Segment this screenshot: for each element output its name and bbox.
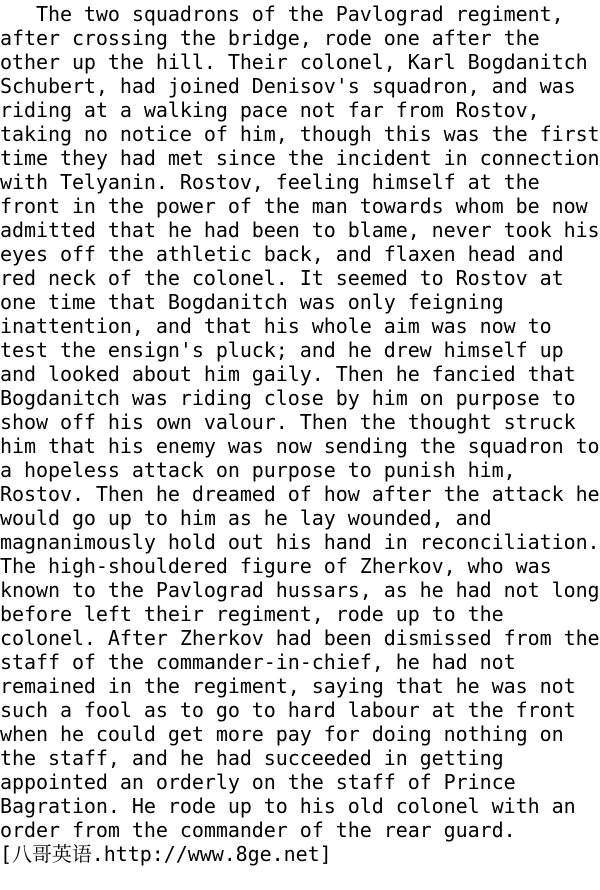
text-line: and looked about him gaily. Then he fancied that [0,362,576,386]
text-line: eyes off the athletic back, and flaxen head and [0,242,564,266]
text-line: other up the hill. Their colonel, Karl Bogdanitch [0,50,588,74]
text-line: order from the commander of the rear guard. [0,818,516,842]
source-credit-line: [八哥英语.http://www.8ge.net] [0,842,332,866]
text-line: would go up to him as he lay wounded, and [0,506,492,530]
text-line: a hopeless attack on purpose to punish him, [0,458,516,482]
text-line: staff of the commander-in-chief, he had not [0,650,516,674]
text-line: known to the Pavlograd hussars, as he had not long [0,578,600,602]
text-line: with Telyanin. Rostov, feeling himself at the [0,170,540,194]
text-line: magnanimously hold out his hand in reconciliation. [0,530,600,554]
text-line: Bagration. He rode up to his old colonel with an [0,794,576,818]
text-line: when he could get more pay for doing nothing on [0,722,564,746]
text-line: before left their regiment, rode up to the [0,602,504,626]
text-line: colonel. After Zherkov had been dismissed from the [0,626,600,650]
text-line: The two squadrons of the Pavlograd regiment, [0,2,564,26]
text-line: Bogdanitch was riding close by him on purpose to [0,386,576,410]
document-text [0,2,600,866]
text-line: admitted that he had been to blame, never took his [0,218,600,242]
text-line: him that his enemy was now sending the squadron to [0,434,600,458]
text-line: such a fool as to go to hard labour at the front [0,698,576,722]
text-line: taking no notice of him, though this was the first [0,122,600,146]
text-line: after crossing the bridge, rode one after the [0,26,540,50]
text-line: red neck of the colonel. It seemed to Rostov at [0,266,564,290]
text-line: The high-shouldered figure of Zherkov, who was [0,554,552,578]
text-line: time they had met since the incident in connection [0,146,600,170]
text-line: appointed an orderly on the staff of Prince [0,770,516,794]
text-line: Schubert, had joined Denisov's squadron, and was [0,74,576,98]
text-line: inattention, and that his whole aim was now to [0,314,552,338]
text-line: the staff, and he had succeeded in getting [0,746,504,770]
text-line: test the ensign's pluck; and he drew himself up [0,338,564,362]
text-line: riding at a walking pace not far from Rostov, [0,98,540,122]
text-line: remained in the regiment, saying that he was not [0,674,576,698]
text-line: front in the power of the man towards whom be now [0,194,588,218]
text-line: Rostov. Then he dreamed of how after the attack he [0,482,600,506]
text-line: one time that Bogdanitch was only feigning [0,290,504,314]
text-line: show off his own valour. Then the thought struck [0,410,576,434]
